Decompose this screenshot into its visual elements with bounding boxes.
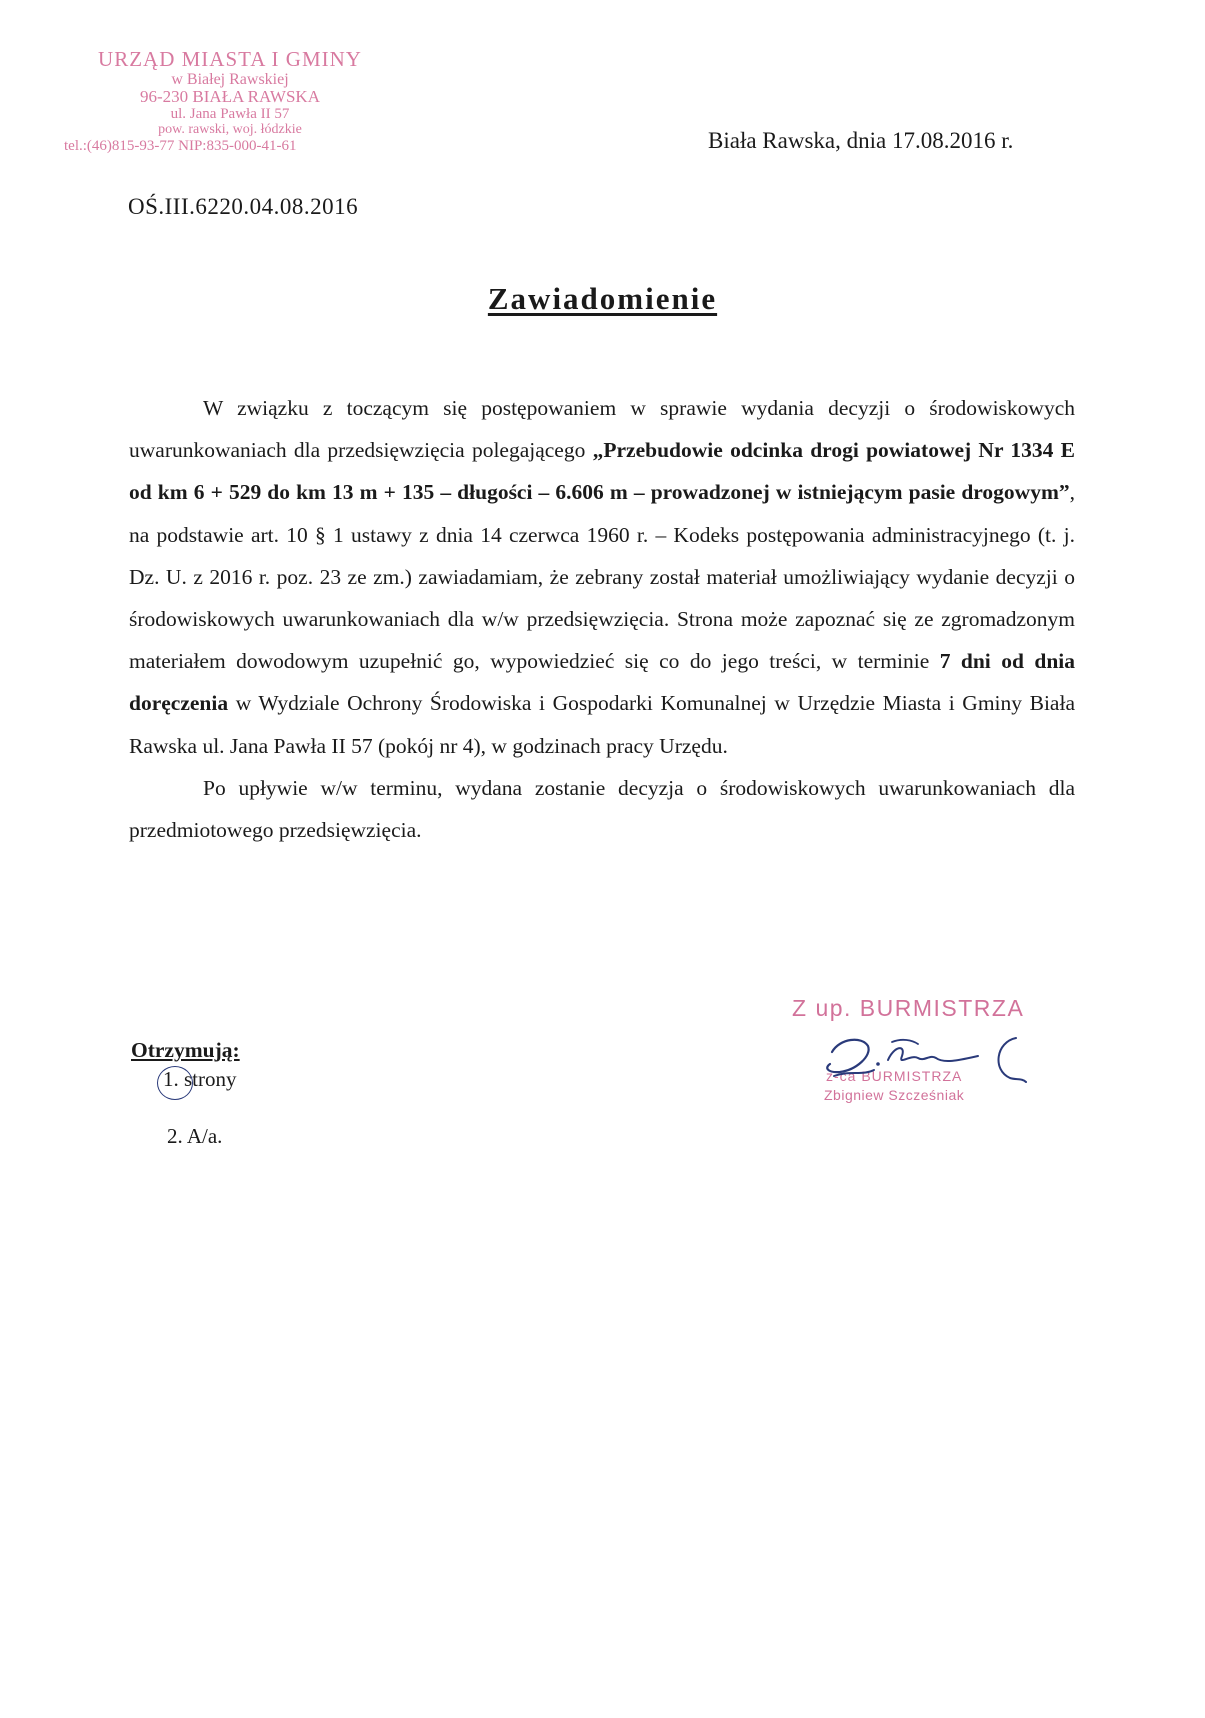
reference-number: OŚ.III.6220.04.08.2016 (128, 194, 359, 219)
stamp-line-district: pow. rawski, woj. łódzkie (158, 122, 302, 138)
stamp-line-town: w Białej Rawskiej (171, 70, 289, 88)
paragraph-1 (129, 387, 1075, 767)
recipient-item: 2. A/a. (167, 1124, 223, 1148)
paragraph-1-part-c: , na podstawie art. 10 § 1 ustawy z dnia 14 czerwca 1960 r. – Kodeks postępowania administracyjnego (t. j. Dz. U. z 2016 r. poz. 23 ze zm.) zawiadamiam, że zebrany został materiał umożliwiający wydanie decyzji o środowiskowych uwarunkowaniach dla w/w przedsięwzięcia. Strona może zapoznać się ze zgromadzonym materiałem dowodowym uzupełnić go, wypowiedzieć się co do jego treści, w terminie (129, 480, 1075, 674)
stamp-line-street: ul. Jana Pawła II 57 (170, 106, 290, 123)
deadline: 7 dni od dnia doręczenia (129, 649, 1075, 716)
document-title (0, 281, 1205, 317)
signature-stamp-authority: Z up. BURMISTRZA (792, 995, 1025, 1021)
recipient-item: 1. strony (163, 1067, 237, 1091)
document-title-text: Zawiadomienie (487, 281, 718, 316)
paragraph-1-part-e: w Wydziale Ochrony Środowiska i Gospodarki Komunalnej w Urzędzie Miasta i Gminy Biała Rawska ul. Jana Pawła II 57 (pokój nr 4), w godzinach pracy Urzędu. (129, 691, 1075, 758)
office-stamp (60, 48, 400, 154)
paragraph-1-part-a: W związku z toczącym się postępowaniem w sprawie wydania decyzji o środowiskowych uwarunkowaniach dla przedsięwzięcia polegającego (129, 396, 1075, 463)
signature-stamp-name: Zbigniew Szcześniak (824, 1087, 965, 1103)
stamp-line-office: URZĄD MIASTA I GMINY (98, 47, 362, 71)
handwritten-signature (810, 1020, 1050, 1100)
paragraph-2: Po upływie w/w terminu, wydana zostanie decyzja o środowiskowych uwarunkowaniach dla przedmiotowego przedsięwzięcia. (129, 775, 1075, 843)
document-body (129, 387, 1075, 851)
stamp-line-postcode: 96-230 BIAŁA RAWSKA (140, 86, 320, 106)
stamp-line-contact: tel.:(46)815-93-77 NIP:835-000-41-61 (64, 137, 297, 154)
place-and-date: Biała Rawska, dnia 17.08.2016 r. (708, 128, 1014, 153)
project-name: „Przebudowie odcinka drogi powiatowej Nr 1334 E od km 6 + 529 do km 13 m + 135 – długości – 6.606 m – prowadzonej w istniejącym pasie drogowym” (129, 438, 1075, 505)
recipients-heading: Otrzymują: (131, 1038, 240, 1062)
signature-stamp-role: z-ca BURMISTRZA (826, 1068, 963, 1084)
